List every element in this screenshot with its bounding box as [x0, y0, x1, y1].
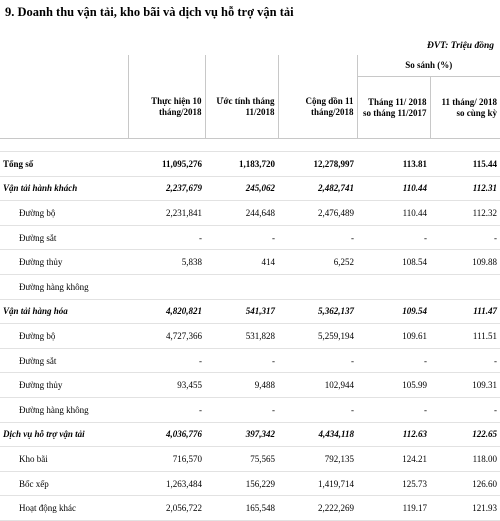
table-row [0, 152, 500, 177]
cell-v5: 126.60 [472, 478, 498, 489]
unit-note: ĐVT: Triệu đồng [426, 41, 494, 51]
cell-v3: - [351, 232, 354, 243]
row-label: Vận tải hành khách [3, 183, 78, 194]
cell-v1: 4,727,366 [166, 330, 202, 341]
table-body [0, 139, 500, 521]
table-row [0, 274, 500, 299]
header-row-top [0, 55, 500, 77]
cell-v3: 2,222,269 [318, 503, 354, 514]
cell-v3: 792,135 [324, 453, 354, 464]
cell-v2: 531,828 [245, 330, 275, 341]
table-row [0, 471, 500, 496]
table-row [0, 250, 500, 275]
table-row [0, 176, 500, 201]
cell-v3: 5,259,194 [318, 330, 354, 341]
row-label: Bốc xếp [19, 478, 49, 489]
cell-v5: - [494, 355, 498, 366]
table-row [0, 324, 500, 349]
cell-v2: - [272, 404, 275, 415]
row-label: Đường thủy [19, 380, 63, 391]
revenue-table [0, 55, 500, 521]
cell-v4: 109.61 [402, 330, 427, 341]
cell-v3: 2,476,489 [318, 207, 354, 218]
cell-v3: 6,252 [333, 257, 354, 268]
header-col1-top [128, 55, 205, 77]
cell-v4: 105.99 [402, 380, 427, 391]
cell-v1: 2,237,679 [166, 183, 202, 194]
cell-v3: - [351, 404, 354, 415]
cell-v1 [128, 274, 205, 299]
cell-v1: 2,056,722 [166, 503, 202, 514]
table-row [0, 397, 500, 422]
cell-v5: 115.44 [472, 158, 498, 169]
cell-v4: - [424, 232, 427, 243]
header-row-bottom [0, 77, 500, 139]
cell-v4: 119.17 [402, 503, 427, 514]
cell-v1: - [199, 232, 202, 243]
cell-v4: - [424, 355, 427, 366]
cell-v2: 245,062 [245, 183, 275, 194]
cell-v2: 9,488 [254, 380, 275, 391]
cell-v2 [205, 274, 278, 299]
table-row [0, 348, 500, 373]
cell-v1: 4,820,821 [166, 306, 202, 317]
cell-v3: - [351, 355, 354, 366]
table-row [0, 422, 500, 447]
cell-v5: 112.32 [472, 207, 498, 218]
cell-v1: 1,263,484 [166, 478, 202, 489]
cell-v1: 716,570 [172, 453, 202, 464]
cell-v1: - [199, 355, 202, 366]
cell-v3: 12,278,997 [313, 158, 354, 169]
table-row [0, 373, 500, 398]
table-row [0, 496, 500, 521]
cell-v3: 1,419,714 [318, 478, 354, 489]
header-compare: So sánh (%) [357, 55, 500, 77]
cell-v5: 109.88 [472, 257, 498, 268]
row-label: Vận tải hàng hóa [3, 306, 68, 317]
cell-v5: 109.31 [472, 380, 498, 391]
table-row [0, 201, 500, 226]
row-label: Đường sắt [19, 232, 57, 243]
row-label: Đường sắt [19, 355, 57, 366]
row-label: Tổng số [3, 158, 34, 169]
cell-v5 [430, 274, 500, 299]
header-label-col [0, 77, 128, 139]
table-title: 9. Doanh thu vận tải, kho bãi và dịch vụ hỗ trợ vận tải [5, 5, 294, 19]
cell-v3: 2,482,741 [318, 183, 354, 194]
row-label: Dịch vụ hỗ trợ vận tải [3, 429, 85, 440]
cell-v4 [357, 274, 430, 299]
cell-v2: 75,565 [250, 453, 275, 464]
cell-v4: 125.73 [402, 478, 427, 489]
cell-v2: 156,229 [245, 478, 275, 489]
cell-v3: 4,434,118 [318, 429, 354, 440]
cell-v3: 102,944 [324, 380, 354, 391]
cell-v2: 165,548 [245, 503, 275, 514]
cell-v4: 108.54 [402, 257, 427, 268]
cell-v1: 2,231,841 [166, 207, 202, 218]
header-col3-top [278, 55, 357, 77]
spacer-row [0, 139, 500, 152]
cell-v5: 111.47 [473, 306, 498, 317]
cell-v4: 113.81 [402, 158, 427, 169]
row-label: Đường hàng không [19, 281, 89, 292]
cell-v2: 541,317 [245, 306, 275, 317]
table-row [0, 447, 500, 472]
header-col2-top [205, 55, 278, 77]
cell-v2: - [272, 232, 275, 243]
cell-v2: 414 [261, 257, 275, 268]
cell-v1: 93,455 [177, 380, 202, 391]
header-col4: Tháng 11/ 2018 so tháng 11/2017 [357, 77, 430, 139]
cell-v2: 397,342 [245, 429, 275, 440]
row-label: Hoạt động khác [19, 503, 76, 514]
cell-v5: 111.51 [472, 330, 498, 341]
cell-v4: 109.54 [402, 306, 427, 317]
cell-v4: 112.63 [402, 429, 427, 440]
cell-v2: 1,183,720 [239, 158, 275, 169]
cell-v5: - [494, 232, 498, 243]
cell-v1: 4,036,776 [166, 429, 202, 440]
row-label: Đường bộ [19, 207, 56, 218]
table-row [0, 225, 500, 250]
row-label: Đường thủy [19, 257, 63, 268]
cell-v5: - [494, 404, 498, 415]
cell-v4: 110.44 [402, 183, 427, 194]
cell-v5: 118.00 [472, 453, 498, 464]
cell-v5: 121.93 [472, 503, 498, 514]
header-empty [0, 55, 128, 77]
header-col2: Ước tính tháng 11/2018 [205, 77, 278, 139]
cell-v3 [278, 274, 357, 299]
row-label: Kho bãi [19, 453, 48, 464]
cell-v1: - [199, 404, 202, 415]
header-col5: 11 tháng/ 2018 so cùng kỳ [430, 77, 500, 139]
cell-v4: 124.21 [402, 453, 427, 464]
row-label: Đường bộ [19, 330, 56, 341]
header-col3: Cộng dồn 11 tháng/2018 [278, 77, 357, 139]
cell-v2: 244,648 [245, 207, 275, 218]
cell-v1: 5,838 [181, 257, 202, 268]
cell-v3: 5,362,137 [318, 306, 354, 317]
cell-v5: 112.31 [472, 183, 498, 194]
cell-v1: 11,095,276 [161, 158, 202, 169]
table-row [0, 299, 500, 324]
cell-v5: 122.65 [472, 429, 498, 440]
row-label: Đường hàng không [19, 404, 89, 415]
cell-v2: - [272, 355, 275, 366]
cell-v4: 110.44 [402, 207, 427, 218]
cell-v4: - [424, 404, 427, 415]
header-col1: Thực hiện 10 tháng/2018 [128, 77, 205, 139]
